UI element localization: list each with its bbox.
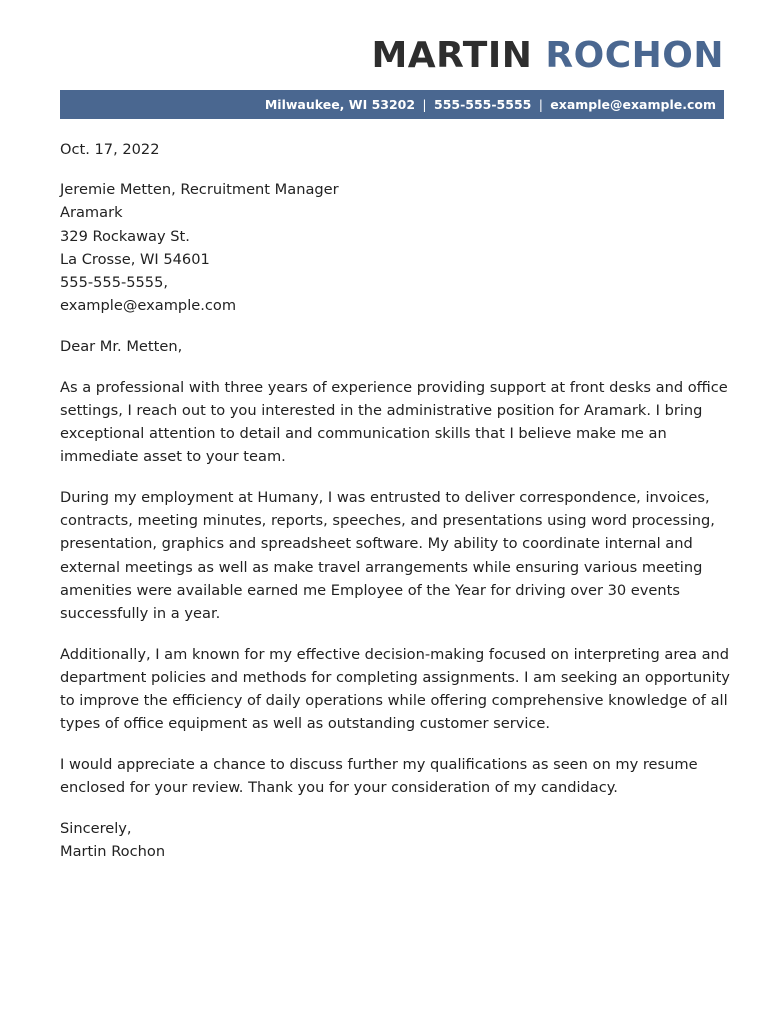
- contact-location: Milwaukee, WI 53202: [264, 97, 416, 112]
- contact-email: example@example.com: [550, 97, 716, 112]
- closing-block: [60, 817, 730, 863]
- recipient-street: 329 Rockaway St.: [60, 227, 190, 245]
- letter-body: [60, 138, 730, 881]
- signature: Martin Rochon: [60, 843, 166, 861]
- recipient-email: example@example.com: [60, 297, 237, 315]
- paragraph-1: As a professional with three years of experience providing support at front desks and office settings, I reach out to you interested in the administrative position for Aramark. I bring exceptional attention to detail and communication skills that I believe make me an immediate asset to your team.: [60, 378, 728, 466]
- paragraph-2: During my employment at Humany, I was entrusted to deliver correspondence, invoices, contracts, meeting minutes, reports, speeches, and presentations using word processing, presentation, graphics and spreadsheet software. My ability to coordinate internal and external meetings as well as make travel arrangements while ensuring various meeting amenities were available earned me Employee of the Year for driving over 30 events successfully in a year.: [60, 488, 715, 622]
- recipient-phone: 555-555-5555,: [60, 274, 169, 292]
- contact-separator: |: [538, 97, 543, 112]
- recipient-block: [60, 178, 730, 317]
- last-name: ROCHON: [545, 35, 724, 76]
- recipient-city: La Crosse, WI 54601: [60, 250, 210, 268]
- applicant-name: [371, 34, 724, 78]
- paragraph-4: I would appreciate a chance to discuss further my qualifications as seen on my resume enclosed for your review. Thank you for your consideration of my candidacy.: [60, 755, 698, 797]
- contact-bar: [60, 90, 724, 119]
- closing: Sincerely,: [60, 819, 132, 837]
- recipient-company: Aramark: [60, 204, 123, 222]
- contact-phone: 555-555-5555: [434, 97, 532, 112]
- paragraph-3: Additionally, I am known for my effective decision-making focused on interpreting area and department policies and methods for completing assignments. I am seeking an opportunity to improve the efficiency of daily operations while offering comprehensive knowledge of all types of office equipment as well as outstanding customer service.: [60, 645, 730, 733]
- letter-date: Oct. 17, 2022: [60, 141, 160, 158]
- first-name: MARTIN: [371, 35, 533, 76]
- recipient-name-title: Jeremie Metten, Recruitment Manager: [60, 181, 339, 199]
- salutation: Dear Mr. Metten,: [60, 337, 183, 355]
- contact-separator: |: [422, 97, 427, 112]
